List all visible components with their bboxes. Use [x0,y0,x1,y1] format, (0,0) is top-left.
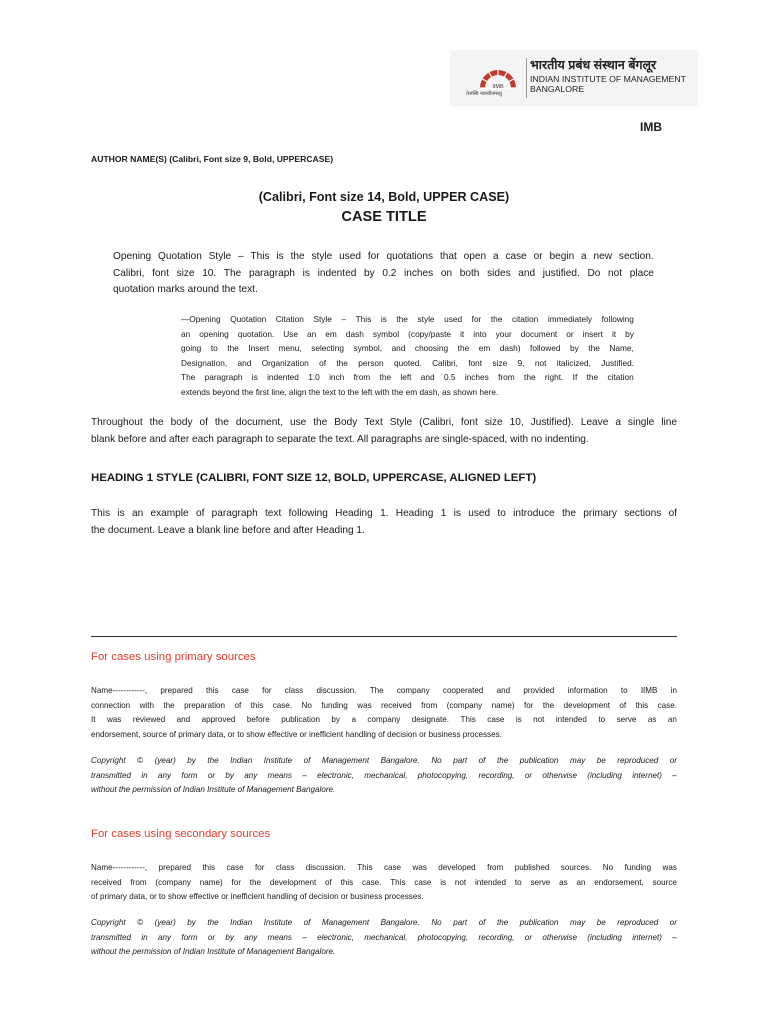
paragraph-line: Copyright © (year) by the Indian Institute of Management Bangalore. No part of the publication may be reproduced or [91,756,677,765]
case-title: CASE TITLE [341,209,427,225]
paragraph-line: connection with the preparation of this case. No funding was received from (company name) for the development of this case. [91,700,677,710]
logo-hindi-name: भारतीय प्रबंध संस्थान बेंगलूर [530,58,657,72]
paragraph-line: Copyright © (year) by the Indian Institute of Management Bangalore. No part of the publication may be reproduced or [91,918,677,927]
paragraph-line: —Opening Quotation Citation Style – This is the style used for the citation immediately following [181,314,634,324]
paragraph-line: Name------------, prepared this case for class discussion. The company cooperated and provided information to IIMB in [91,686,677,695]
paragraph-line: quotation marks around the text. [113,284,258,295]
author-line: AUTHOR NAME(S) (Calibri, Font size 9, Bold, UPPERCASE) [91,154,334,164]
body-text-paragraph [91,415,677,448]
paragraph-line: transmitted in any form or by any means – electronic, mechanical, photocopying, recording, or otherwise (including internet) – [91,932,677,942]
paragraph-line: an opening quotation. Use an em dash symbol (copy/paste it into your document or insert it by [181,328,634,339]
secondary-copyright [91,916,677,960]
paragraph-line: of primary data, or to show effective or inefficient handling of decision or business processes. [91,892,424,901]
paragraph-line: blank before and after each paragraph to separate the text. All paragraphs are single-spaced, with no indenting. [91,433,589,445]
secondary-sources-paragraph [91,861,677,905]
section-divider [91,636,677,637]
logo-english-name [530,74,686,94]
logo-english-line1: INDIAN INSTITUTE OF MANAGEMENT [530,74,686,84]
paragraph-line: Throughout the body of the document, use the Body Text Style (Calibri, font size 10, Justified). Leave a single line [91,417,677,428]
paragraph-line: received from (company name) for the development of this case. This case is not intended to serve as an endorsement, source [91,877,677,887]
heading-1-example-paragraph [91,506,677,539]
paragraph-line: This is an example of paragraph text following Heading 1. Heading 1 is used to introduce the primary sections of [91,508,677,519]
iimb-logo [450,50,698,106]
primary-sources-heading: For cases using primary sources [91,651,256,663]
paragraph-line: extends beyond the first line, align the text to the left with the em dash, as shown here. [181,386,499,397]
secondary-sources-heading: For cases using secondary sources [91,828,271,840]
paragraph-line: Name------------, prepared this case for class discussion. This case was developed from published sources. No funding was [91,863,677,872]
paragraph-line: endorsement, source of primary data, or to show effective or inefficient handling of decision or business processes. [91,729,502,739]
paragraph-line: the document. Leave a blank line before and after Heading 1. [91,524,365,536]
primary-sources-paragraph [91,684,677,742]
paragraph-line: The paragraph is indented 1.0 inch from the left and 0.5 inches from the right. If the citation [181,372,634,382]
paragraph-line: Opening Quotation Style – This is the style used for quotations that open a case or begin a new section. [113,251,654,262]
heading-1: HEADING 1 STYLE (CALIBRI, FONT SIZE 12, BOLD, UPPERCASE, ALIGNED LEFT) [91,472,537,484]
paragraph-line: without the permission of Indian Institute of Management Bangalore. [91,947,336,956]
paragraph-line: without the permission of Indian Institute of Management Bangalore. [91,785,336,794]
paragraph-line: It was reviewed and approved before publication by a company designate. This case is not intended to serve as an [91,715,677,724]
paragraph-line: transmitted in any form or by any means – electronic, mechanical, photocopying, recording, or otherwise (including internet) – [91,770,677,780]
paragraph-line: Designation, and Organization of the person quoted. Calibri, font size 9, not italicized, Justified. [181,357,634,368]
case-code: IMB [640,120,662,134]
primary-copyright [91,754,677,798]
opening-quotation-citation [181,312,634,399]
paragraph-line: going to the Insert menu, selecting symbol, and choosing the em dash) followed by the Name, [181,343,634,353]
case-title-note: (Calibri, Font size 14, Bold, UPPER CASE) [258,190,510,204]
paragraph-line: Calibri, font size 10. The paragraph is indented by 0.2 inches on both sides and justified. Do not place [113,267,654,279]
emblem-text: IIMB [492,84,504,90]
logo-motto: तेजस्वि नावधीतमस्तु [466,91,502,97]
logo-english-line2: BANGALORE [530,84,585,94]
opening-quotation [113,249,654,299]
logo-divider [526,58,527,98]
